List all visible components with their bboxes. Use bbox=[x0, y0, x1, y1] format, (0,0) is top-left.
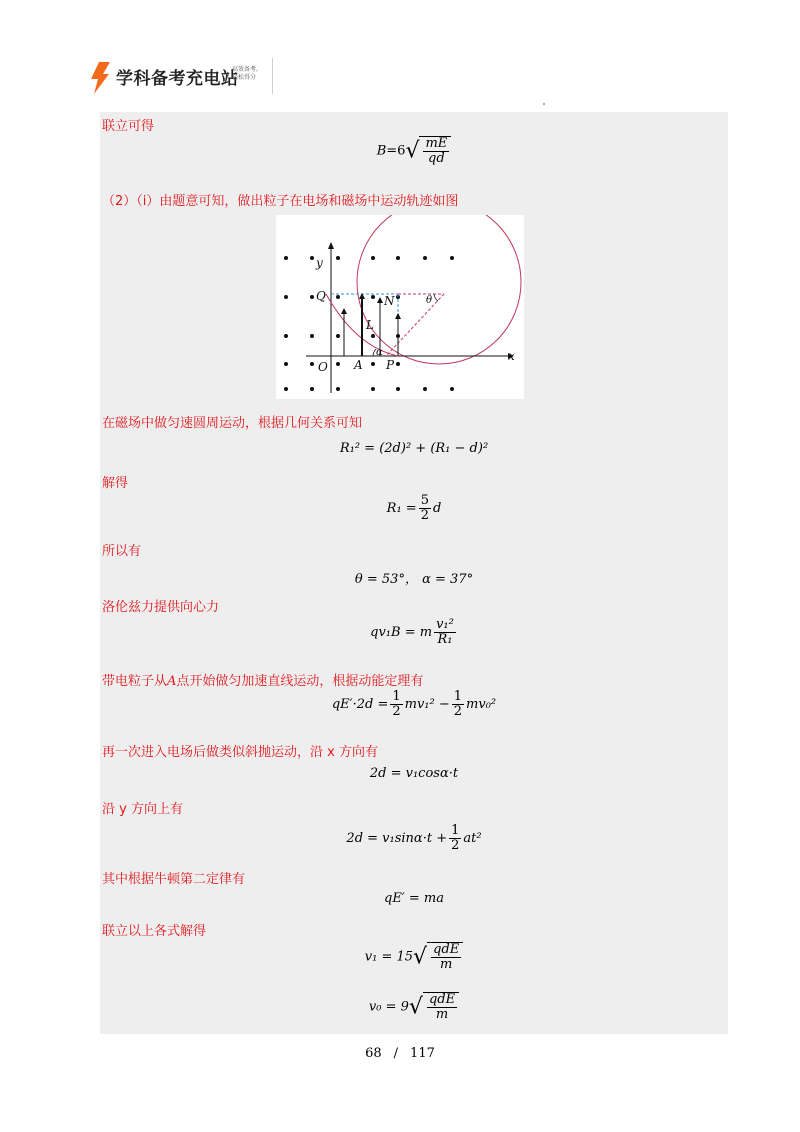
brand-slogan bbox=[232, 66, 268, 82]
eq-B-den: qd bbox=[428, 151, 445, 166]
equation-angles bbox=[100, 568, 728, 587]
equation-lorentz bbox=[100, 618, 728, 647]
text-x-direction: 再一次进入电场后做类似斜抛运动，沿 x 方向有 bbox=[102, 745, 378, 760]
eq-energy-frac2-num: 1 bbox=[453, 689, 463, 704]
eq-R1-tail: d bbox=[432, 501, 442, 516]
slogan-line-2: 轻松得分 bbox=[232, 74, 257, 81]
text-combine: 联立可得 bbox=[102, 119, 155, 134]
scan-dot bbox=[543, 103, 545, 105]
eq-B-coef: =6 bbox=[386, 143, 406, 159]
eq-energy-frac1-den: 2 bbox=[392, 704, 401, 719]
trajectory-figure bbox=[276, 215, 524, 399]
text-solve: 解得 bbox=[102, 476, 129, 491]
text-energy-theorem bbox=[102, 670, 423, 689]
brand-name: 学科备考充电站 bbox=[116, 69, 239, 89]
text-newton: 其中根据牛顿第二定律有 bbox=[102, 872, 246, 887]
y-axis-arrow-icon bbox=[328, 242, 334, 249]
label-x: x bbox=[508, 349, 515, 363]
equation-energy bbox=[100, 690, 728, 719]
eq-lorentz-den: R₁ bbox=[437, 632, 453, 647]
eq-lorentz-num: v₁² bbox=[436, 617, 454, 632]
label-y: y bbox=[316, 256, 323, 270]
page-separator: / bbox=[393, 1046, 399, 1061]
text-circular-motion: 在磁场中做匀速圆周运动，根据几何关系可知 bbox=[102, 416, 363, 431]
line-center-P bbox=[386, 294, 444, 356]
eq-theta: θ = 53°， bbox=[354, 572, 418, 587]
equation-v1 bbox=[100, 942, 728, 972]
equation-v0 bbox=[100, 992, 728, 1022]
eq-lorentz-lhs: qv₁B = m bbox=[370, 625, 433, 640]
header-divider bbox=[272, 58, 273, 94]
sqrt-sign-v1: √ $\frac{\text{qdE}}{m}$ bbox=[413, 942, 463, 972]
eq-energy-frac2-den: 2 bbox=[453, 704, 463, 719]
eq-R1-lhs: R₁ = bbox=[386, 501, 417, 516]
label-alpha: α bbox=[376, 347, 383, 358]
equation-geometry: R₁² = (2d)² + (R₁ − d)² bbox=[339, 441, 489, 456]
angle-theta-arc bbox=[434, 294, 438, 301]
arrow-A-icon bbox=[359, 293, 365, 299]
text-energy-point: A bbox=[167, 674, 177, 689]
equation-x: 2d = v₁cosα·t bbox=[369, 766, 459, 781]
eq-v0-den: m bbox=[435, 1007, 449, 1022]
eq-R1-den: 2 bbox=[420, 508, 429, 523]
eq-energy-lhs: qE′·2d = bbox=[331, 697, 389, 712]
arrow-1-icon bbox=[341, 308, 347, 314]
page-total: 117 bbox=[410, 1046, 435, 1061]
magnetic-orbit-circle bbox=[357, 215, 521, 364]
label-P: P bbox=[386, 358, 395, 372]
text-combine-all: 联立以上各式解得 bbox=[102, 924, 207, 939]
page-header bbox=[0, 0, 800, 100]
eq-energy-frac1-num: 1 bbox=[392, 689, 401, 704]
text-y-direction: 沿 y 方向上有 bbox=[102, 802, 183, 817]
eq-v1-num: qdE bbox=[433, 942, 460, 957]
label-theta: θ bbox=[426, 295, 433, 306]
page-footer bbox=[0, 1046, 800, 1061]
eq-y-num: 1 bbox=[451, 823, 460, 838]
eq-y-tail: at² bbox=[463, 831, 482, 846]
text-so-have: 所以有 bbox=[102, 544, 142, 559]
eq-y-lhs: 2d = v₁sinα·t + bbox=[346, 831, 448, 846]
eq-B-num: mE bbox=[425, 136, 448, 151]
eq-v0-num: qdE bbox=[428, 992, 456, 1007]
equation-newton: qE′ = ma bbox=[384, 891, 444, 906]
sqrt-sign-v0: √ $\frac{\text{qdE}}{m}$ bbox=[409, 992, 459, 1022]
label-O: O bbox=[318, 360, 328, 374]
equation-B bbox=[100, 136, 728, 166]
arrow-2-icon bbox=[377, 297, 383, 303]
eq-v0-lhs: v₀ = 9 bbox=[368, 999, 409, 1015]
label-L: L bbox=[366, 318, 374, 332]
lightning-logo-icon bbox=[90, 62, 110, 94]
text-lorentz: 洛伦兹力提供向心力 bbox=[102, 600, 220, 615]
sqrt-sign: √ $\frac{mE}{qd}$ bbox=[405, 136, 451, 166]
label-Q: Q bbox=[316, 289, 326, 303]
text-energy-c: 点开始做匀加速直线运动，根据动能定理有 bbox=[176, 674, 424, 689]
arrow-3-icon bbox=[395, 313, 401, 319]
eq-energy-tail: mv₀² bbox=[466, 697, 497, 712]
eq-v1-den: m bbox=[439, 957, 453, 972]
page-current: 68 bbox=[365, 1046, 382, 1061]
eq-energy-mid: mv₁² − bbox=[404, 697, 450, 712]
eq-R1-num: 5 bbox=[420, 493, 429, 508]
solution-content bbox=[100, 112, 728, 1034]
eq-B-lhs: B bbox=[376, 143, 387, 159]
slogan-line-1: 高效备考, bbox=[232, 66, 258, 73]
equation-R1 bbox=[100, 494, 728, 523]
label-N: N bbox=[384, 294, 395, 308]
label-A: A bbox=[354, 358, 363, 372]
eq-alpha: α = 37° bbox=[422, 572, 474, 587]
text-energy-a: 带电粒子从 bbox=[102, 674, 168, 689]
eq-v1-lhs: v₁ = 15 bbox=[364, 949, 414, 965]
trajectory-diagram bbox=[276, 215, 524, 399]
equation-y bbox=[100, 824, 728, 853]
text-part-2-intro: （2）（i）由题意可知，做出粒子在电场和磁场中运动轨迹如图 bbox=[102, 194, 459, 209]
eq-y-den: 2 bbox=[451, 838, 460, 853]
